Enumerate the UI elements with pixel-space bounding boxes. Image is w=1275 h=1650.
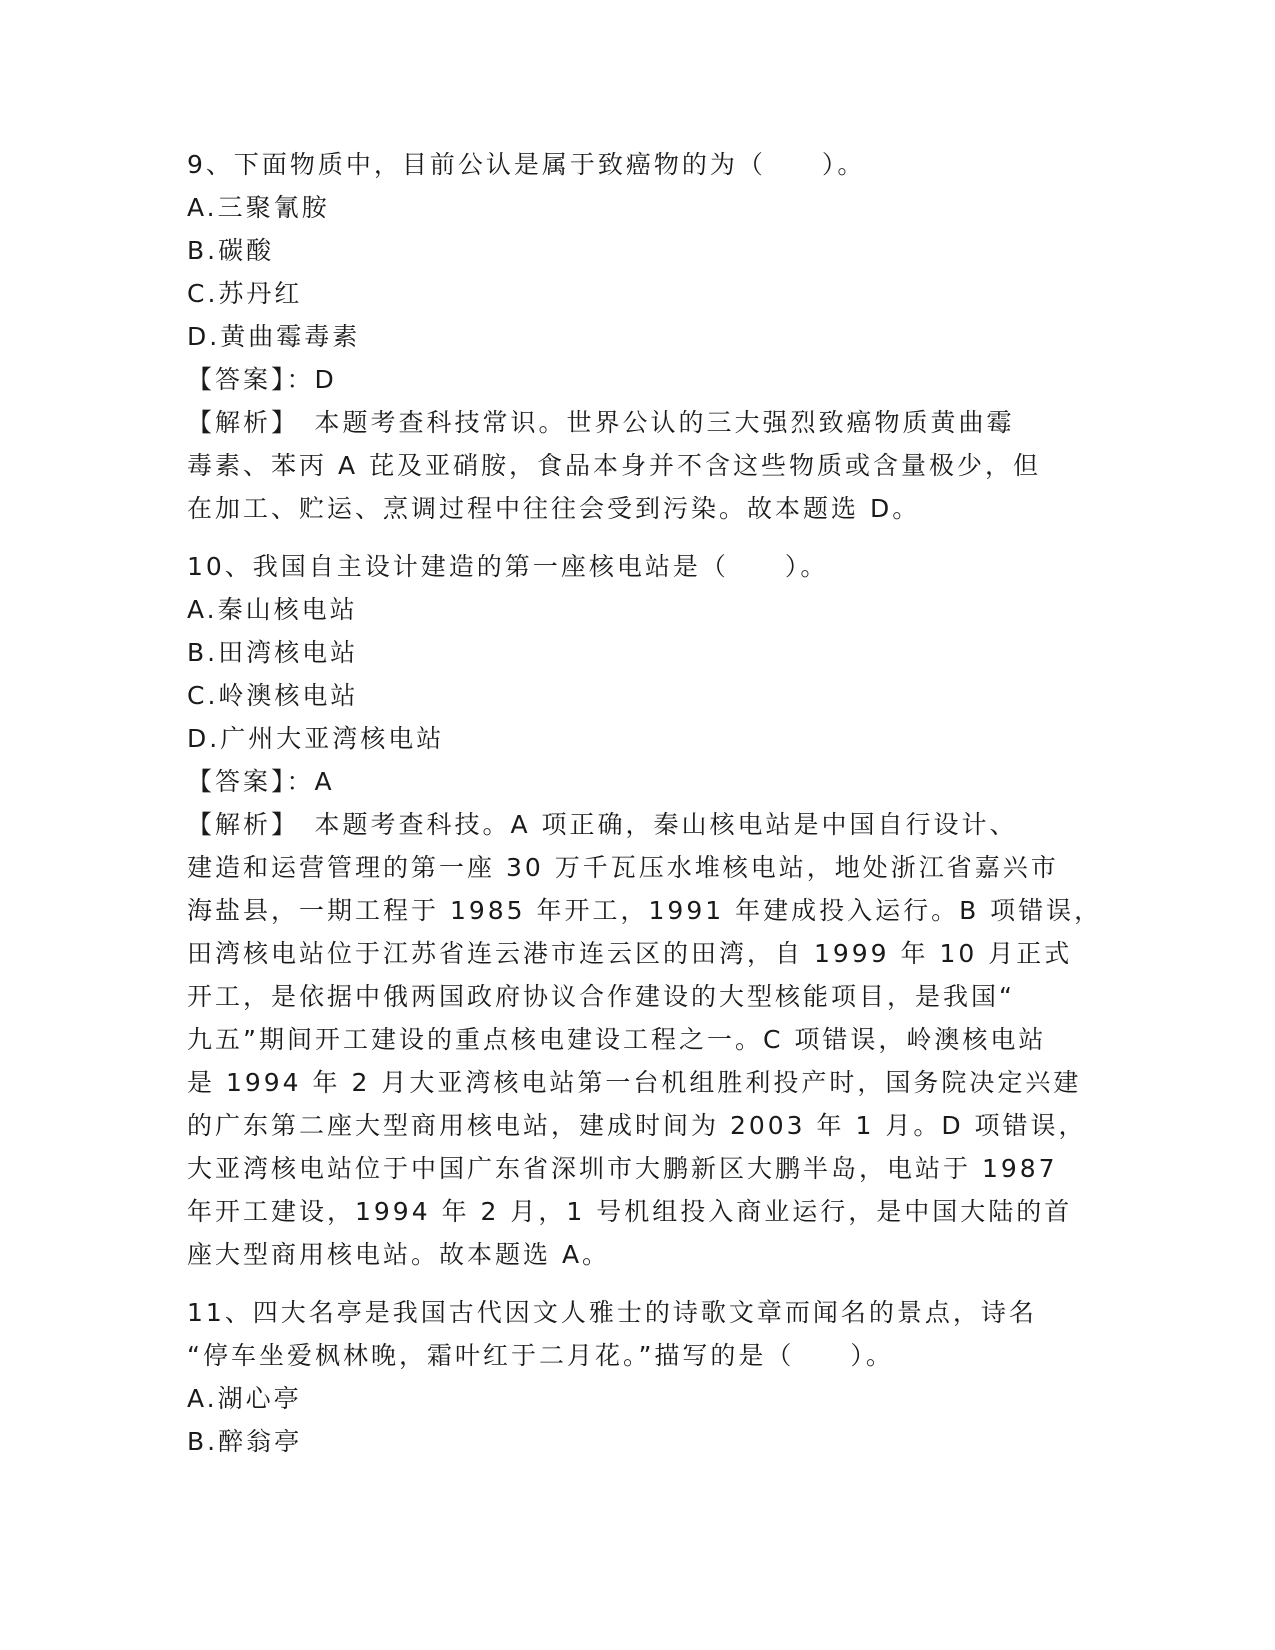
- option-a: A.秦山核电站: [187, 595, 358, 624]
- analysis-line: 九五”期间开工建设的重点核电建设工程之一。C 项错误，岭澳核电站: [187, 1025, 1047, 1054]
- question-9: [187, 143, 1087, 530]
- analysis-line: 海盐县，一期工程于 1985 年开工，1991 年建成投入运行。B 项错误，: [187, 896, 1103, 925]
- option-c: C.苏丹红: [187, 279, 303, 308]
- option-b: B.田湾核电站: [187, 638, 359, 667]
- analysis-line: 【解析】 本题考查科技常识。世界公认的三大强烈致癌物质黄曲霉: [187, 408, 1015, 437]
- analysis-line: 毒素、苯丙 A 芘及亚硝胺，食品本身并不含这些物质或含量极少，但: [187, 451, 1041, 480]
- analysis-line: 【解析】 本题考查科技。A 项正确，秦山核电站是中国自行设计、: [187, 810, 1018, 839]
- analysis-line: 座大型商用核电站。故本题选 A。: [187, 1240, 611, 1269]
- question-stem: 9、下面物质中，目前公认是属于致癌物的为（ ）。: [187, 150, 866, 179]
- option-d: D.广州大亚湾核电站: [187, 724, 445, 753]
- analysis-line: 是 1994 年 2 月大亚湾核电站第一台机组胜利投产时，国务院决定兴建: [187, 1068, 1082, 1097]
- answer: 【答案】：D: [187, 365, 337, 394]
- option-a: A.三聚氰胺: [187, 193, 330, 222]
- analysis: [187, 803, 1103, 1276]
- question-10: [187, 545, 1103, 1276]
- analysis-line: 田湾核电站位于江苏省连云港市连云区的田湾，自 1999 年 10 月正式: [187, 939, 1073, 968]
- question-stem: 10、我国自主设计建造的第一座核电站是（ ）。: [187, 552, 829, 581]
- option-a: A.湖心亭: [187, 1384, 302, 1413]
- analysis-line: 大亚湾核电站位于中国广东省深圳市大鹏新区大鹏半岛，电站于 1987: [187, 1154, 1058, 1183]
- analysis-line: 年开工建设，1994 年 2 月，1 号机组投入商业运行，是中国大陆的首: [187, 1197, 1073, 1226]
- option-d: D.黄曲霉毒素: [187, 322, 361, 351]
- analysis-line: 开工，是依据中俄两国政府协议合作建设的大型核能项目，是我国“: [187, 982, 1015, 1011]
- question-11: [187, 1291, 1087, 1463]
- analysis-line: 的广东第二座大型商用核电站，建成时间为 2003 年 1 月。D 项错误，: [187, 1111, 1087, 1140]
- option-b: B.碳酸: [187, 236, 275, 265]
- option-c: C.岭澳核电站: [187, 681, 359, 710]
- analysis-line: 在加工、贮运、烹调过程中往往会受到污染。故本题选 D。: [187, 494, 921, 523]
- answer: 【答案】：A: [187, 767, 335, 796]
- question-stem: “停车坐爱枫林晚，霜叶红于二月花。”描写的是（ ）。: [187, 1341, 894, 1370]
- question-stem: 11、四大名亭是我国古代因文人雅士的诗歌文章而闻名的景点，诗名: [187, 1298, 1037, 1327]
- document-content: [187, 143, 1103, 1463]
- analysis-line: 建造和运营管理的第一座 30 万千瓦压水堆核电站，地处浙江省嘉兴市: [187, 853, 1059, 882]
- option-b: B.醉翁亭: [187, 1427, 303, 1456]
- analysis: [187, 401, 1087, 530]
